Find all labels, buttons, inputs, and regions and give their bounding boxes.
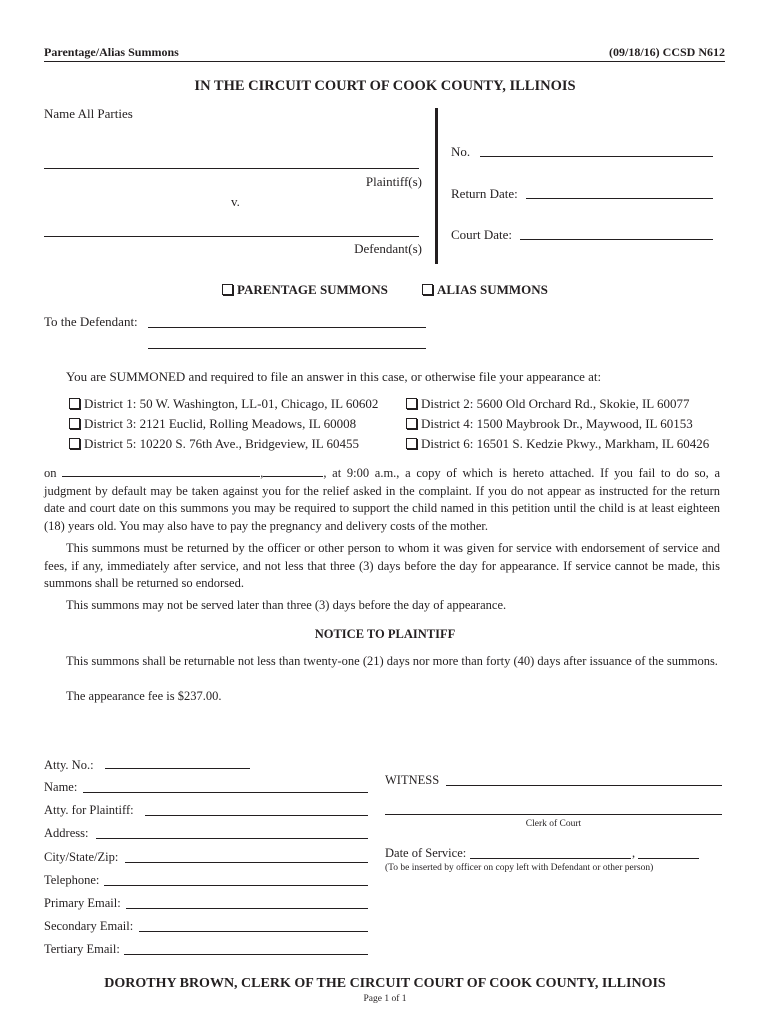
- atty-for-label: Atty. for Plaintiff:: [44, 803, 134, 817]
- checkbox-icon[interactable]: [222, 284, 233, 295]
- checkbox-icon[interactable]: [406, 398, 417, 409]
- versus-label: v.: [231, 194, 240, 209]
- district-label: District 2: 5600 Old Orchard Rd., Skokie, IL 60077: [421, 396, 690, 411]
- court-date-field[interactable]: [520, 239, 713, 240]
- atty-name-field[interactable]: [83, 792, 368, 793]
- district-label: District 4: 1500 Maybrook Dr., Maywood, IL 60153: [421, 416, 693, 431]
- district-label: District 1: 50 W. Washington, LL-01, Chicago, IL 60602: [84, 396, 379, 411]
- primary-email-label: Primary Email:: [44, 896, 121, 910]
- defendant-name-field[interactable]: [148, 327, 426, 328]
- district-label: District 3: 2121 Euclid, Rolling Meadows, IL 60008: [84, 416, 357, 431]
- parentage-summons-option[interactable]: [222, 282, 388, 298]
- date-comma: ,: [260, 466, 264, 480]
- return-paragraph: This summons must be returned by the officer or other person to whom it was given for service with endorsement of service and fees, if any, immediately after service, and not less that three (3) days before the day for appearance. If service cannot be made, this summons shall be returned so endorsed.: [44, 541, 720, 590]
- alias-summons-option[interactable]: [422, 282, 548, 298]
- checkbox-icon[interactable]: [69, 418, 80, 429]
- checkbox-icon[interactable]: [422, 284, 433, 295]
- address-label: Address:: [44, 826, 89, 840]
- header-rule: [44, 61, 725, 62]
- summoned-text: You are SUMMONED and required to file an answer in this case, or otherwise file your appearance at:: [66, 369, 602, 384]
- court-date-label: Court Date:: [451, 227, 513, 242]
- district-option[interactable]: [406, 396, 690, 412]
- service-note: (To be inserted by officer on copy left with Defendant or other person): [385, 863, 654, 873]
- service-date-comma: ,: [632, 846, 636, 860]
- alias-summons-label: ALIAS SUMMONS: [437, 282, 548, 297]
- service-year-field[interactable]: [638, 858, 699, 859]
- court-title: IN THE CIRCUIT COURT OF COOK COUNTY, ILLINOIS: [194, 78, 576, 94]
- appearance-paragraph: [44, 465, 720, 535]
- defendants-label: Defendant(s): [354, 241, 422, 256]
- appearance-year-field[interactable]: [263, 465, 323, 477]
- defendant-address-field[interactable]: [148, 348, 426, 349]
- district-label: District 5: 10220 S. 76th Ave., Bridgeview, IL 60455: [84, 436, 360, 451]
- checkbox-icon[interactable]: [69, 438, 80, 449]
- page-number: Page 1 of 1: [363, 994, 407, 1004]
- date-of-service-field[interactable]: [470, 858, 631, 859]
- district-option[interactable]: [69, 436, 359, 452]
- district-label: District 6: 16501 S. Kedzie Pkwy., Markham, IL 60426: [421, 436, 710, 451]
- service-limit-paragraph: This summons may not be served later than three (3) days before the day of appearance.: [66, 598, 507, 612]
- return-date-field[interactable]: [526, 198, 713, 199]
- checkbox-icon[interactable]: [406, 418, 417, 429]
- checkbox-icon[interactable]: [69, 398, 80, 409]
- appearance-fee-text: The appearance fee is $237.00.: [66, 689, 222, 703]
- parentage-summons-label: PARENTAGE SUMMONS: [237, 282, 388, 297]
- tertiary-email-label: Tertiary Email:: [44, 942, 120, 956]
- return-date-label: Return Date:: [451, 186, 518, 201]
- caption-divider: [435, 108, 438, 264]
- telephone-field[interactable]: [104, 885, 368, 886]
- appearance-date-field[interactable]: [62, 465, 260, 477]
- plaintiff-line[interactable]: [44, 168, 419, 169]
- appearance-paragraph-text: , at 9:00 a.m., a copy of which is hereto attached. If you fail to do so, a judgment by default may be taken against you for the relief asked in the complaint. If you do not appear as instructed for the return date and court date on this summons you may be required to support the child named in this petition until the child is at least eighteen (18) years old. You may also have to pay the pregnancy and delivery costs of the mother.: [44, 466, 721, 533]
- atty-for-field[interactable]: [145, 815, 368, 816]
- date-of-service-label: Date of Service:: [385, 846, 467, 860]
- city-field[interactable]: [125, 862, 368, 863]
- clerk-of-court-label: Clerk of Court: [525, 819, 582, 829]
- district-option[interactable]: [69, 396, 378, 412]
- clerk-footer-title: DOROTHY BROWN, CLERK OF THE CIRCUIT COURT OF COOK COUNTY, ILLINOIS: [104, 976, 666, 991]
- to-defendant-label: To the Defendant:: [44, 314, 138, 329]
- checkbox-icon[interactable]: [406, 438, 417, 449]
- address-field[interactable]: [96, 838, 368, 839]
- on-label: on: [44, 466, 57, 480]
- atty-no-label: Atty. No.:: [44, 758, 94, 772]
- district-option[interactable]: [69, 416, 356, 432]
- district-option[interactable]: [406, 436, 709, 452]
- tertiary-email-field[interactable]: [124, 954, 368, 955]
- defendant-line[interactable]: [44, 236, 419, 237]
- witness-label: WITNESS: [385, 773, 440, 787]
- city-label: City/State/Zip:: [44, 850, 119, 864]
- atty-no-field[interactable]: [105, 768, 250, 769]
- form-title: Parentage/Alias Summons: [44, 45, 179, 59]
- plaintiffs-label: Plaintiff(s): [365, 174, 422, 189]
- clerk-signature-line[interactable]: [385, 814, 722, 815]
- district-option[interactable]: [406, 416, 693, 432]
- name-all-parties-label: Name All Parties: [44, 106, 133, 121]
- secondary-email-field[interactable]: [139, 931, 368, 932]
- case-no-label: No.: [451, 144, 471, 159]
- witness-field[interactable]: [446, 785, 722, 786]
- notice-paragraph: This summons shall be returnable not less than twenty-one (21) days nor more than forty (40) days after issuance of the summons.: [66, 654, 718, 668]
- secondary-email-label: Secondary Email:: [44, 919, 134, 933]
- telephone-label: Telephone:: [44, 873, 100, 887]
- case-no-field[interactable]: [480, 156, 713, 157]
- form-code: (09/18/16) CCSD N612: [609, 45, 725, 59]
- atty-name-label: Name:: [44, 780, 78, 794]
- notice-title: NOTICE TO PLAINTIFF: [314, 627, 456, 641]
- primary-email-field[interactable]: [126, 908, 368, 909]
